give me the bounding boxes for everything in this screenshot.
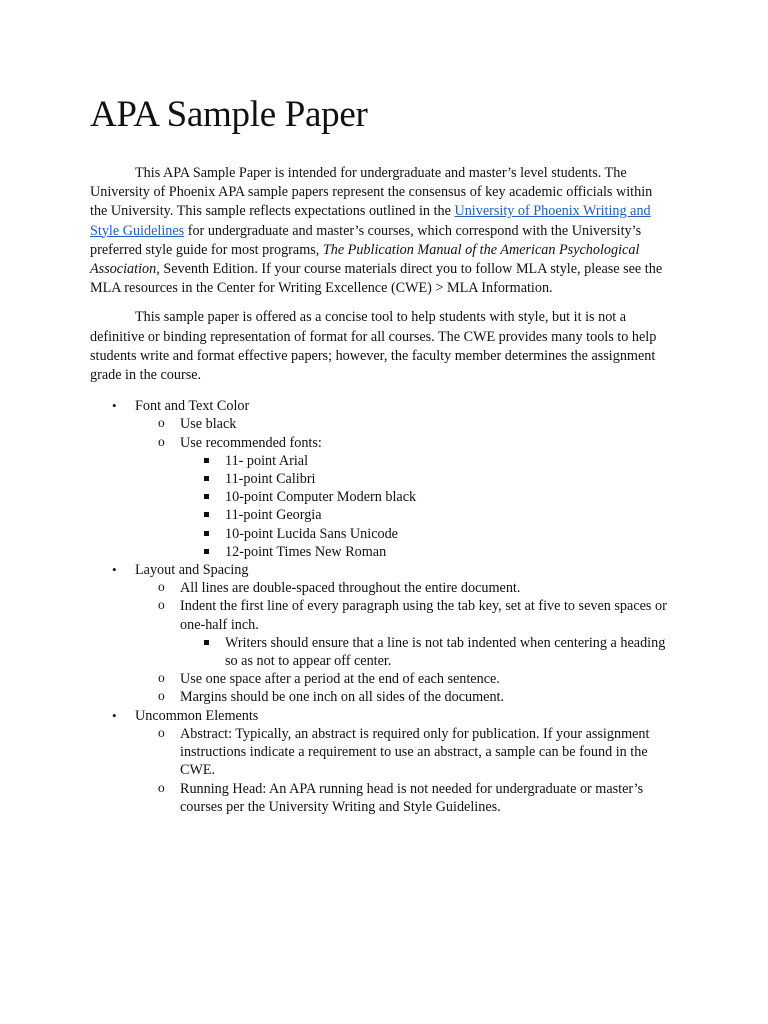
sub-sub-list-item-label: 10-point Lucida Sans Unicode [225,525,398,542]
sub-sub-list-item [180,506,668,524]
list-item [90,561,668,707]
list-item-label: Uncommon Elements [135,707,259,724]
sub-sub-list-item-label: 12-point Times New Roman [225,543,387,560]
square-bullet-icon [204,476,209,481]
sub-list [135,725,668,816]
square-bullet-icon [204,549,209,554]
sub-list-item-label: Running Head: An APA running head is not needed for undergraduate or master’s courses per the University Writing and Style Guidelines. [180,780,644,815]
bullet-icon: • [112,562,117,578]
writing-guidelines-link[interactable]: University of Phoenix Writing and Style Guidelines [90,203,651,239]
disclaimer-paragraph: This sample paper is offered as a concise tool to help students with style, but it is not a definitive or binding representation of format for all courses. The CWE provides many tools to help students write and format effective papers; however, the faculty member determines the assignment grade in the course. [90,309,657,384]
list-item [90,397,668,561]
circle-bullet-icon: o [158,579,165,595]
sub-list-item-label: Abstract: Typically, an abstract is required only for publication. If your assignment instructions indicate a requirement to use an abstract, a sample can be found in the CWE. [180,725,650,779]
sub-list-item [135,670,668,688]
guidelines-list [90,397,668,816]
document-body [90,164,668,816]
circle-bullet-icon: o [158,670,165,686]
list-item-label: Font and Text Color [135,398,250,415]
circle-bullet-icon: o [158,433,165,449]
intro-text-start: This APA Sample Paper is intended for undergraduate and master’s level students. The University of Phoenix APA sample papers represent the consensus of key academic officials within the University. This sample reflects expectations outlined in the [90,165,653,220]
sub-sub-list-item [180,470,668,488]
sub-sub-list-item [180,543,668,561]
sub-sub-list-item [180,634,668,670]
bullet-icon: • [112,707,117,723]
sub-list-item [135,688,668,706]
sub-sub-list [180,634,668,670]
sub-list-item [135,780,668,816]
sub-list-item-label: Use one space after a period at the end of each sentence. [180,671,500,688]
sub-sub-list-item-label: 11-point Calibri [225,471,316,488]
sub-list-item-label: Margins should be one inch on all sides of the document. [180,689,505,706]
sub-sub-list-item-label: 11- point Arial [225,452,309,469]
sub-sub-list-item-label: 10-point Computer Modern black [225,489,417,506]
sub-list-item [135,597,668,670]
sub-sub-list-item-label: 11-point Georgia [225,507,322,524]
page-title: APA Sample Paper [90,94,368,135]
sub-list-item [135,579,668,597]
square-bullet-icon [204,494,209,499]
square-bullet-icon [204,458,209,463]
sub-list-item [135,415,668,433]
publication-manual-title: The Publication Manual of the American Psychological Association [90,241,640,278]
list-item [90,707,668,816]
sub-sub-list [180,452,668,561]
circle-bullet-icon: o [158,779,165,795]
intro-text-end: , Seventh Edition. If your course materials direct you to follow MLA style, please see the MLA resources in the Center for Writing Excellence (CWE) > MLA Information. [90,261,663,297]
square-bullet-icon [204,512,209,517]
intro-text-middle: for undergraduate and master’s courses, which correspond with the University’s preferred style guide for most programs, [90,222,642,258]
sub-list-item [135,434,668,561]
sub-list-item [135,725,668,780]
sub-list [135,579,668,706]
sub-sub-list-item [180,488,668,506]
sub-list [135,415,668,561]
intro-paragraph [90,164,668,298]
circle-bullet-icon: o [158,415,165,431]
sub-sub-list-item-label: Writers should ensure that a line is not tab indented when centering a heading so as not to appear off center. [225,634,666,670]
circle-bullet-icon: o [158,597,165,613]
sub-list-item-label: Use black [180,416,237,433]
circle-bullet-icon: o [158,724,165,740]
square-bullet-icon [204,531,209,536]
list-item-label: Layout and Spacing [135,562,249,579]
sub-list-item-label: All lines are double-spaced throughout the entire document. [180,580,521,597]
sub-sub-list-item [180,525,668,543]
sub-list-item-label: Indent the first line of every paragraph using the tab key, set at five to seven spaces or one-half inch. [180,598,667,633]
sub-sub-list-item [180,452,668,470]
sub-list-item-label: Use recommended fonts: [180,434,322,451]
circle-bullet-icon: o [158,688,165,704]
bullet-icon: • [112,398,117,414]
square-bullet-icon [204,640,209,645]
